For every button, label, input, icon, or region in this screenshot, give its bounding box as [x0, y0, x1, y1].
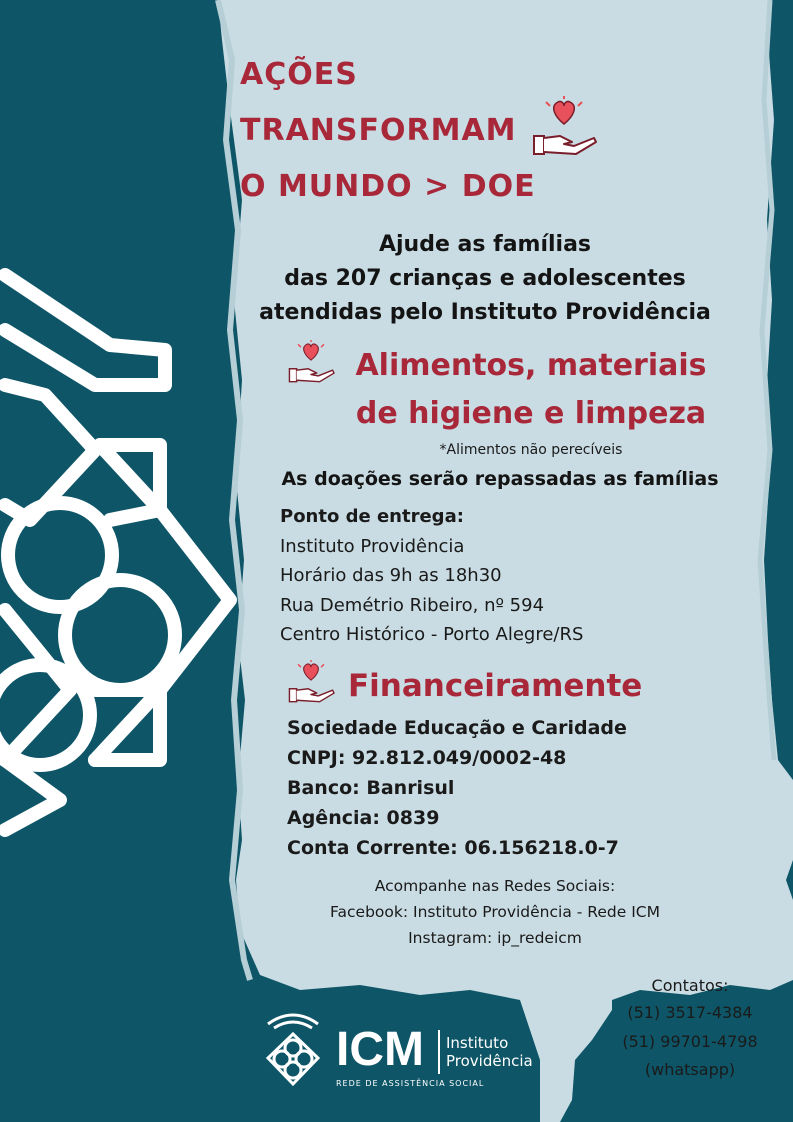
hand-heart-icon [528, 96, 600, 160]
logo-tagline: REDE DE ASSISTÊNCIA SOCIAL [336, 1079, 485, 1088]
intro-line-2: das 207 crianças e adolescentes [284, 266, 686, 291]
social-instagram: Instagram: ip_redeicm [408, 929, 582, 947]
headline-line-3: O MUNDO > DOE [240, 169, 536, 204]
logo-divider [438, 1030, 440, 1074]
financial-bank: Banco: Banrisul [287, 777, 455, 799]
hand-heart-icon [285, 660, 337, 706]
donation-title-line-2: de higiene e limpeza [355, 396, 707, 431]
delivery-city: Centro Histórico - Porto Alegre/RS [280, 624, 584, 645]
donation-title-line-1: Alimentos, materiais [355, 348, 707, 383]
logo-name-line-1: Instituto [446, 1034, 509, 1052]
donation-info: As doações serão repassadas as famílias [281, 468, 719, 490]
delivery-street: Rua Demétrio Ribeiro, nº 594 [280, 595, 545, 616]
hand-heart-icon [285, 340, 337, 386]
financial-title: Financeiramente [348, 668, 643, 704]
donation-note: *Alimentos não perecíveis [439, 442, 623, 458]
headline-line-1: AÇÕES [240, 57, 358, 92]
financial-entity: Sociedade Educação e Caridade [287, 717, 627, 739]
delivery-heading: Ponto de entrega: [280, 506, 464, 527]
icm-emblem-icon [258, 1008, 328, 1088]
logo-acronym: ICM [336, 1023, 424, 1076]
financial-agency: Agência: 0839 [287, 807, 440, 829]
delivery-hours: Horário das 9h as 18h30 [280, 565, 502, 586]
logo-name-line-2: Providência [446, 1052, 533, 1070]
social-heading: Acompanhe nas Redes Sociais: [374, 877, 616, 895]
contacts-heading: Contatos: [651, 976, 729, 995]
financial-account: Conta Corrente: 06.156218.0-7 [287, 837, 619, 859]
financial-cnpj: CNPJ: 92.812.049/0002-48 [287, 747, 567, 769]
contact-phone-1: (51) 3517-4384 [627, 1003, 753, 1022]
decorative-flower-pattern [0, 275, 230, 830]
contact-phone-2-note: (whatsapp) [644, 1060, 736, 1079]
intro-line-3: atendidas pelo Instituto Providência [259, 300, 711, 325]
intro-line-1: Ajude as famílias [378, 232, 592, 257]
social-facebook: Facebook: Instituto Providência - Rede ICM [330, 903, 660, 921]
delivery-place: Instituto Providência [280, 536, 465, 557]
headline-line-2: TRANSFORMAM [240, 113, 517, 148]
contact-phone-2: (51) 99701-4798 [622, 1032, 758, 1051]
